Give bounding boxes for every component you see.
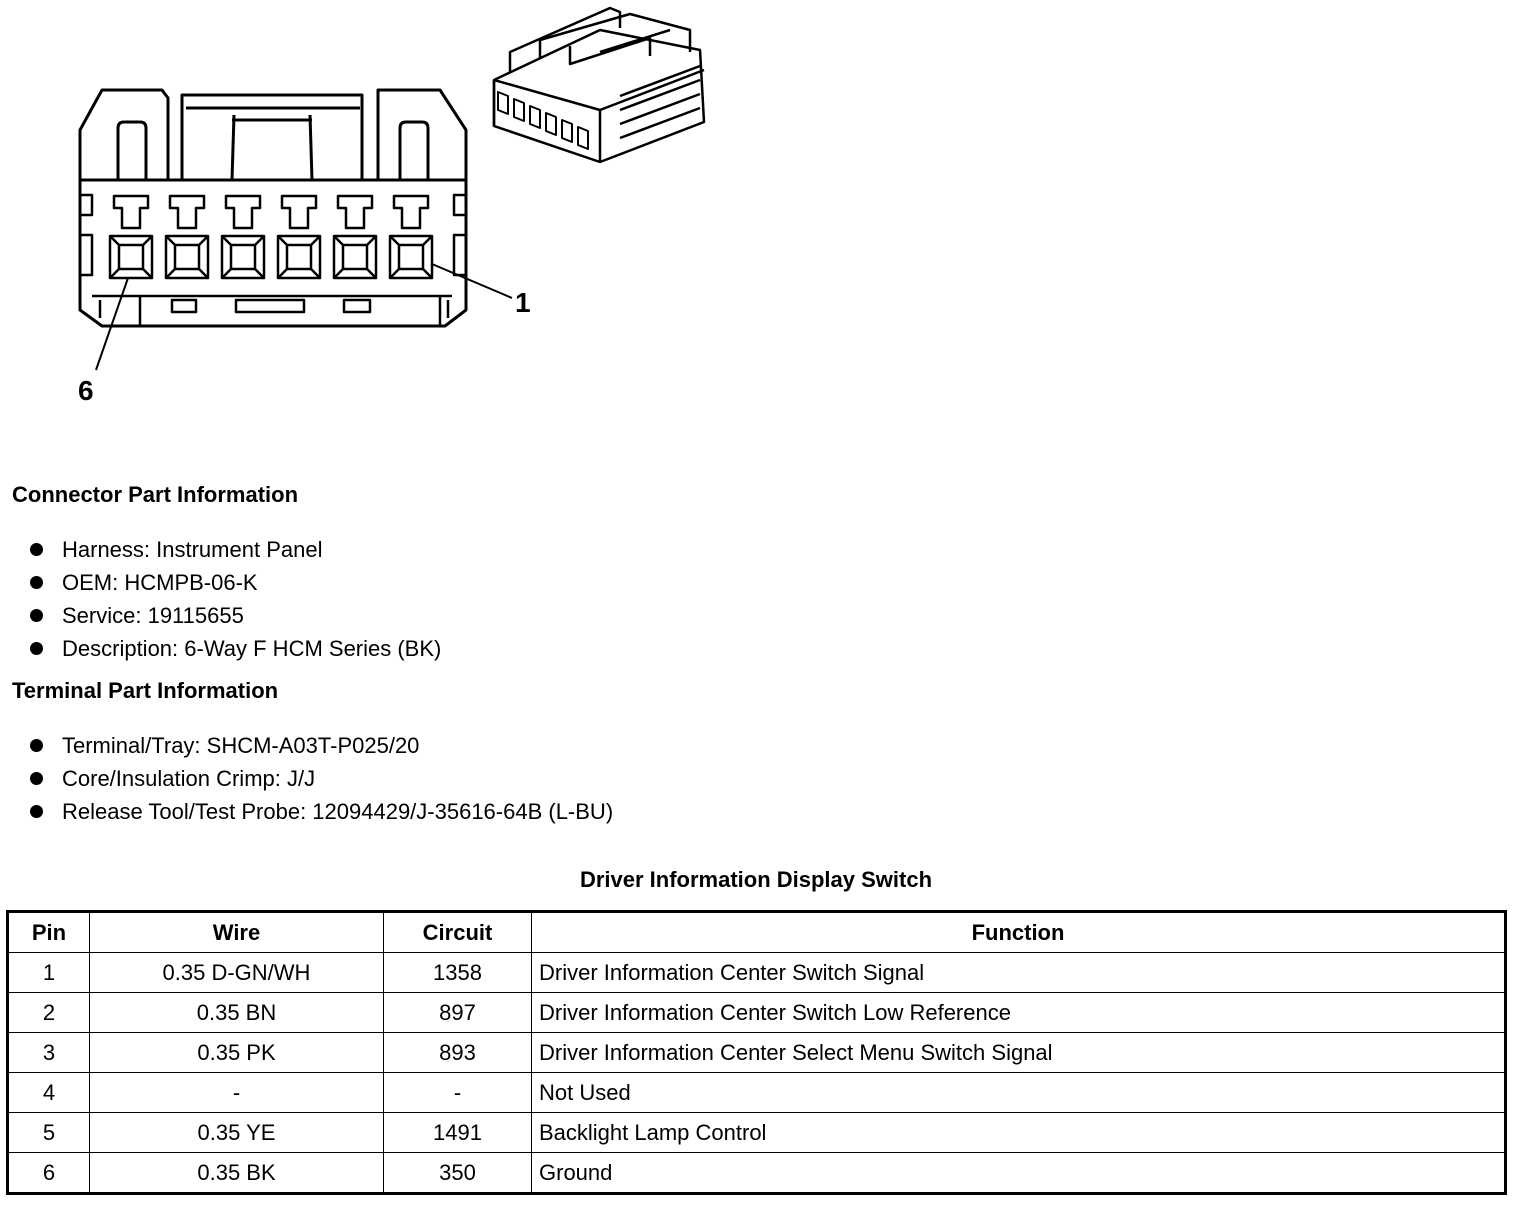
table-row [8,1073,1506,1113]
connector-3d-view [494,8,704,162]
cell-circuit: - [384,1073,532,1113]
connector-3d-slot [546,113,556,135]
bullet-icon [30,805,43,818]
column-header-pin: Pin [8,912,90,953]
list-item-text: Terminal/Tray: SHCM-A03T-P025/20 [62,733,420,758]
list-item [30,533,441,566]
connector-info-list [30,533,441,665]
cell-wire: 0.35 BK [90,1153,384,1194]
cavity-5 [166,196,208,278]
terminal-info-heading: Terminal Part Information [12,678,279,703]
cell-function: Driver Information Center Switch Signal [532,953,1506,993]
bullet-icon [30,642,43,655]
cavity-1 [390,196,432,278]
cell-circuit: 1358 [384,953,532,993]
cavity-3 [278,196,320,278]
cell-function: Not Used [532,1073,1506,1113]
cell-wire: 0.35 BN [90,993,384,1033]
list-item-text: OEM: HCMPB-06-K [62,570,258,595]
table-row [8,1153,1506,1194]
callout-label-pin-6: 6 [78,375,94,406]
connector-top-details [80,108,466,180]
list-item [30,762,613,795]
cell-circuit: 893 [384,1033,532,1073]
cell-pin: 5 [8,1113,90,1153]
bullet-icon [30,576,43,589]
table-header-row [8,912,1506,953]
cell-pin: 4 [8,1073,90,1113]
pinout-table [6,910,1507,1195]
cavity-2 [334,196,376,278]
connector-face-outline [80,90,466,326]
column-header-function: Function [532,912,1506,953]
cell-wire: - [90,1073,384,1113]
connector-3d-slot [562,120,572,142]
cell-pin: 2 [8,993,90,1033]
callout-label-pin-1: 1 [515,287,531,318]
terminal-info-list [30,729,613,828]
connector-latch [92,296,452,326]
cell-function: Backlight Lamp Control [532,1113,1506,1153]
table-title: Driver Information Display Switch [579,867,933,892]
cell-function: Ground [532,1153,1506,1194]
bullet-icon [30,772,43,785]
list-item [30,795,613,828]
list-item-text: Core/Insulation Crimp: J/J [62,766,316,791]
connector-3d-slot [530,106,540,128]
bullet-icon [30,609,43,622]
connector-3d-slot [498,92,508,114]
list-item-text: Harness: Instrument Panel [62,537,323,562]
connector-3d-slot [578,127,588,149]
connector-3d-slot [514,99,524,121]
connector-3d-slots [498,92,588,149]
connector-diagram [0,0,760,420]
cell-function: Driver Information Center Switch Low Reference [532,993,1506,1033]
cell-pin: 6 [8,1153,90,1194]
column-header-circuit: Circuit [384,912,532,953]
connector-cavities [110,196,432,278]
list-item [30,632,441,665]
cell-function: Driver Information Center Select Menu Switch Signal [532,1033,1506,1073]
table-body [8,953,1506,1194]
list-item-text: Release Tool/Test Probe: 12094429/J-35616-64B (L-BU) [62,799,614,824]
table-row [8,1033,1506,1073]
list-item [30,566,441,599]
table-row [8,953,1506,993]
cell-circuit: 350 [384,1153,532,1194]
cell-pin: 3 [8,1033,90,1073]
cavity-6 [110,196,152,278]
connector-info-heading: Connector Part Information [12,482,299,507]
list-item-text: Description: 6-Way F HCM Series (BK) [62,636,442,661]
cell-wire: 0.35 YE [90,1113,384,1153]
cell-pin: 1 [8,953,90,993]
callout-leader-pin-1 [432,264,512,298]
bullet-icon [30,543,43,556]
cell-circuit: 897 [384,993,532,1033]
column-header-wire: Wire [90,912,384,953]
cavity-4 [222,196,264,278]
cell-wire: 0.35 D-GN/WH [90,953,384,993]
list-item-text: Service: 19115655 [62,603,244,628]
cell-wire: 0.35 PK [90,1033,384,1073]
cell-circuit: 1491 [384,1113,532,1153]
bullet-icon [30,739,43,752]
list-item [30,729,613,762]
table-row [8,1113,1506,1153]
list-item [30,599,441,632]
table-row [8,993,1506,1033]
